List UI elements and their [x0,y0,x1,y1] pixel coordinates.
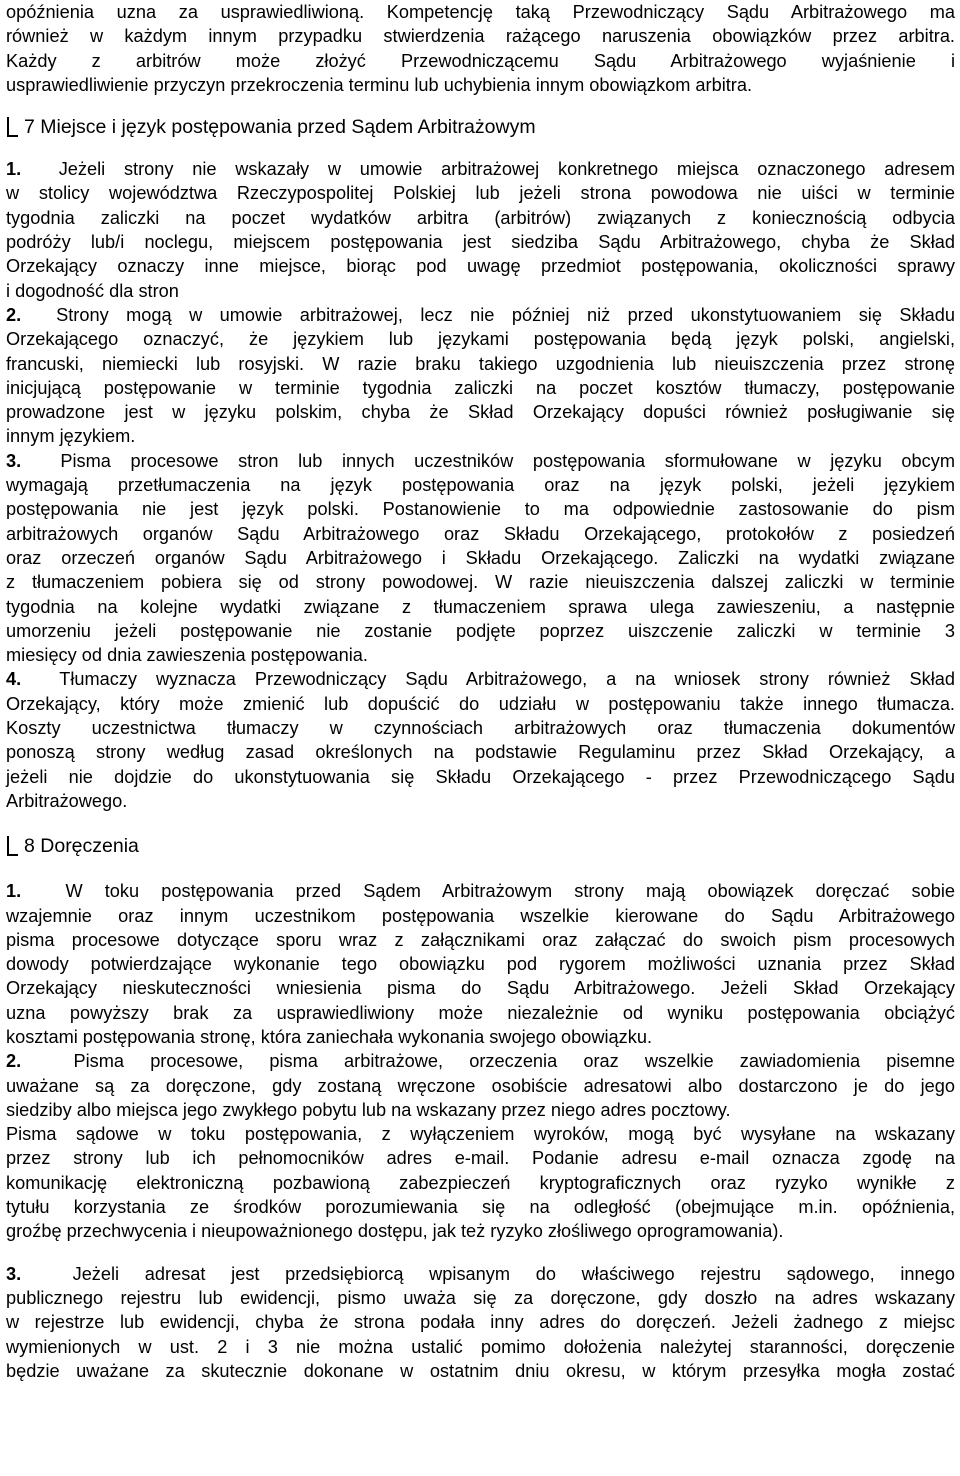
text-line-content: Tłumaczy wyznacza Przewodniczący Sądu Arbitrażowego, a na wniosek strony również Skład [59,669,955,690]
text-line: Orzekający oznaczy inne miejsce, biorąc pod uwagę przedmiot postępowania, okoliczności sprawy [6,256,955,277]
text-line: Pisma sądowe w toku postępowania, z wyłączeniem wyroków, mogą być wysyłane na wskazany [6,1124,955,1145]
text-line: Każdy z arbitrów może złożyć Przewodniczącemu Sądu Arbitrażowego wyjaśnienie i [6,50,955,71]
text-line: i dogodność dla stron [6,280,179,301]
text-line [6,1049,955,1073]
bracket-marker-icon [6,836,18,856]
paragraph-number: 2. [6,1051,22,1072]
text-line-content: W toku postępowania przed Sądem Arbitrażowym strony mają obowiązek doręczać sobie [65,881,955,902]
text-line: wymagają przetłumaczenia na język postępowania oraz na język polski, jeżeli językiem [6,475,955,496]
text-line: w stolicy województwa Rzeczypospolitej Polskiej lub jeżeli strona powodowa nie uiści w terminie [6,183,955,204]
text-line: również w każdym innym przypadku stwierdzenia rażącego naruszenia obowiązków przez arbitra. [6,26,955,47]
text-line: arbitrażowych organów Sądu Arbitrażowego oraz Składu Orzekającego, protokołów z posiedzeń [6,523,955,544]
text-line: tytułu korzystania ze środków porozumiewania się na odległość (obejmujące m.in. opóźnienia, [6,1197,955,1218]
section-8-paragraph-2 [6,1049,955,1243]
text-line: przez strony lub ich pełnomocników adres e-mail. Podanie adresu e-mail oznacza zgodę na [6,1148,955,1169]
paragraph-number: 1. [6,159,22,180]
text-line: tygodnia na kolejne wydatki związane z tłumaczeniem sprawa ulega zawieszeniu, a następnie [6,596,955,617]
text-line: siedziby albo miejsca jego zwykłego pobytu lub na wskazany przez niego adres pocztowy. [6,1099,731,1120]
text-line: pisma procesowe dotyczące sporu wraz z załącznikami oraz załączać do swoich pism procesowych [6,929,955,950]
text-line [6,1262,955,1286]
text-line: prowadzone jest w języku polskim, chyba że Skład Orzekający dopuści również posługiwanie się [6,402,955,423]
paragraph-number: 4. [6,669,22,690]
paragraph-number: 3. [6,1263,22,1284]
text-line: opóźnienia uzna za usprawiedliwioną. Kompetencję taką Przewodniczący Sądu Arbitrażowego ma [6,2,955,22]
text-line: w rejestrze lub ewidencji, chyba że strona podała inny adres do doręczeń. Jeżeli żadnego z miejsc [6,1312,955,1333]
paragraph-number: 1. [6,881,22,902]
text-line: Orzekający nieskuteczności wniesienia pisma do Sądu Arbitrażowego. Jeżeli Skład Orzekający [6,978,955,999]
text-line: dowody potwierdzające wykonanie tego obowiązku pod rygorem możliwości uznania przez Skład [6,954,955,975]
text-line: usprawiedliwienie przyczyn przekroczenia terminu lub uchybienia innym obowiązkom arbitra. [6,74,753,95]
text-line [6,667,955,691]
section-8-heading [6,831,955,861]
section-7-heading [6,112,955,142]
section-8-heading-text: 8 Doręczenia [24,835,139,858]
text-line: postępowania nie jest język polski. Postanowienie to ma odpowiednie zastosowanie do pism [6,499,955,520]
text-line: kosztami postępowania stronę, która zaniechała wykonania swojego obowiązku. [6,1026,653,1047]
text-line: inicjującą postępowanie w terminie tygodnia zaliczki na poczet kosztów tłumaczy, postępowanie [6,377,955,398]
text-line: wzajemnie oraz innym uczestnikom postępowania wszelkie kierowane do Sądu Arbitrażowego [6,905,955,926]
text-line [6,303,955,327]
section-8-paragraph-1 [6,879,955,1049]
text-line: ponoszą strony według zasad określonych na podstawie Regulaminu przez Skład Orzekający, a [6,742,955,763]
text-line: groźbę przechwycenia i nieupoważnionego dostępu, jak też ryzyko złośliwego oprogramowania). [6,1221,784,1242]
bracket-marker-icon [6,117,18,137]
text-line-content: Pisma procesowe stron lub innych uczestników postępowania sformułowane w języku obcym [60,450,955,471]
text-line: wymienionych w ust. 2 i 3 nie można ustalić pomimo dołożenia należytej staranności, doręczenie [6,1336,955,1357]
text-line-content: Strony mogą w umowie arbitrażowej, lecz nie później niż przed ukonstytuowaniem się Składu [56,304,956,325]
text-line: z tłumaczeniem pobiera się od strony powodowej. W razie nieuiszczenia dalszej zaliczki w terminie [6,572,955,593]
text-line: Orzekający, który może zmienić lub dopuścić do udziału w postępowaniu także innego tłumacza. [6,693,955,714]
section-intro-paragraph [6,0,955,97]
text-line [6,157,955,181]
text-line: miesięcy od dnia zawieszenia postępowania. [6,645,368,666]
text-line: publicznego rejestru lub ewidencji, pismo uważa się za doręczone, gdy doszło na adres wskazany [6,1287,955,1308]
section-7-paragraph-4 [6,667,955,813]
section-7-heading-text: 7 Miejsce i język postępowania przed Sądem Arbitrażowym [24,116,536,139]
section-7-paragraph-3 [6,449,955,668]
section-7-paragraph-2 [6,303,955,449]
text-line: Koszty uczestnictwa tłumaczy w czynnościach arbitrażowych oraz tłumaczenia dokumentów [6,718,955,739]
text-line: komunikację elektroniczną pozbawioną zabezpieczeń kryptograficznych oraz ryzyko wynikłe z [6,1172,955,1193]
text-line: francuski, niemiecki lub rosyjski. W razie braku takiego uzgodnienia lub nieuiszczenia przez stronę [6,353,955,374]
text-line-content: Jeżeli adresat jest przedsiębiorcą wpisanym do właściwego rejestru sądowego, innego [72,1263,956,1284]
paragraph-number: 2. [6,304,22,325]
text-line: umorzeniu jeżeli postępowanie nie zostanie podjęte poprzez uiszczenie zaliczki w terminie 3 [6,620,955,641]
text-line: Arbitrażowego. [6,790,128,811]
text-line: uważane są za doręczone, gdy zostaną wręczone osobiście adresatowi albo dostarczono je do jego [6,1075,955,1096]
text-line: Orzekającego oznaczyć, że językiem lub językami postępowania będą język polski, angielski, [6,329,955,350]
text-line: uzna powyższy brak za usprawiedliwiony może niezależnie od wyniku postępowania obciążyć [6,1002,955,1023]
section-8-paragraph-3 [6,1262,955,1383]
text-line: innym językiem. [6,426,136,447]
section-7-paragraph-1 [6,157,955,303]
paragraph-number: 3. [6,450,22,471]
text-line-content: Pisma procesowe, pisma arbitrażowe, orzeczenia oraz wszelkie zawiadomienia pisemne [73,1051,956,1072]
paragraph-gap [6,1244,955,1262]
text-line: oraz orzeczeń organów Sądu Arbitrażowego i Składu Orzekającego. Zaliczki na wydatki związane [6,547,955,568]
text-line: tygodnia zaliczki na poczet wydatków arbitra (arbitrów) związanych z koniecznością odbycia [6,207,955,228]
text-line-content: Jeżeli strony nie wskazały w umowie arbitrażowej konkretnego miejsca oznaczonego adresem [58,159,955,180]
text-line: będzie uważane za skutecznie dokonane w ostatnim dniu okresu, w którym przesyłka mogła zostać [6,1360,955,1381]
text-line [6,449,955,473]
text-line: jeżeli nie dojdzie do ukonstytuowania się Składu Orzekającego - przez Przewodniczącego Sądu [6,766,955,787]
text-line [6,879,955,903]
text-line: podróży lub/i noclegu, miejscem postępowania jest siedziba Sądu Arbitrażowego, chyba że Skład [6,232,955,253]
